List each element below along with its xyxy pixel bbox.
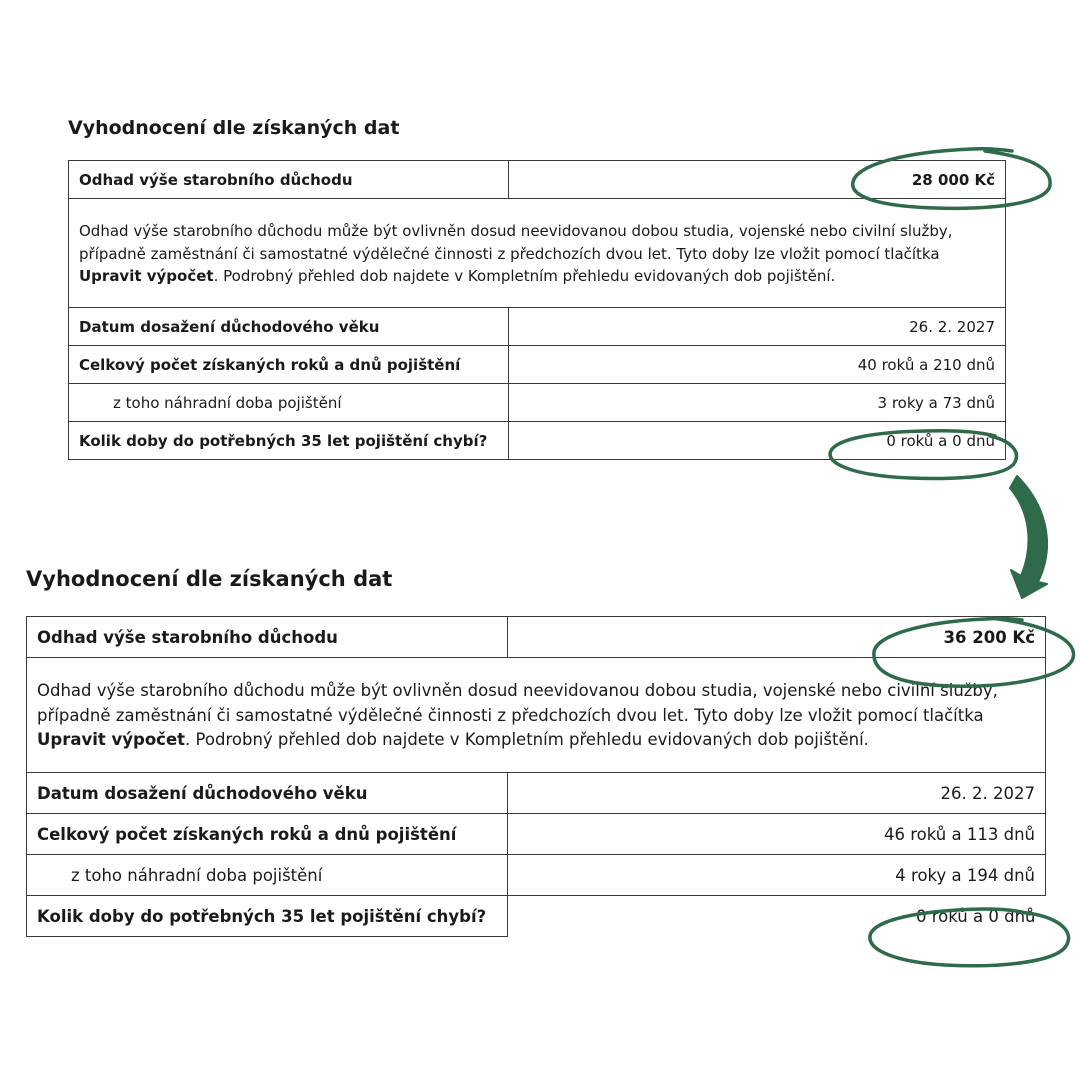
missing-period-value: 0 roků a 0 dnů — [509, 422, 1006, 460]
table-row-substitute — [27, 855, 1046, 896]
pension-label: Odhad výše starobního důchodu — [69, 161, 509, 199]
missing-period-value: 0 roků a 0 dnů — [507, 896, 1045, 937]
table-row-note — [27, 658, 1046, 773]
table-row-missing — [69, 422, 1006, 460]
substitute-period-value: 4 roky a 194 dnů — [507, 855, 1045, 896]
missing-period-label: Kolik doby do potřebných 35 let pojištění chybí? — [69, 422, 509, 460]
table-row-total — [69, 346, 1006, 384]
pension-label: Odhad výše starobního důchodu — [27, 617, 508, 658]
retirement-date-label: Datum dosažení důchodového věku — [69, 308, 509, 346]
pension-value: 36 200 Kč — [507, 617, 1045, 658]
total-insurance-value: 46 roků a 113 dnů — [507, 814, 1045, 855]
total-insurance-label: Celkový počet získaných roků a dnů pojištění — [27, 814, 508, 855]
edit-calculation-reference: Upravit výpočet — [37, 730, 186, 750]
table-row-pension — [69, 161, 1006, 199]
table-row-retirement-date — [27, 773, 1046, 814]
note-prefix: Odhad výše starobního důchodu může být ovlivněn dosud neevidovanou dobou studia, vojenské nebo civilní služby, případně zaměstnání či samostatné výdělečné činnosti z předchozích dvou let. Tyto doby lze vložit pomocí tlačítka — [79, 222, 953, 263]
table-row-note — [69, 199, 1006, 308]
evaluation-panel-before — [68, 114, 1006, 460]
missing-period-label: Kolik doby do potřebných 35 let pojištění chybí? — [27, 896, 508, 937]
substitute-period-label: z toho náhradní doba pojištění — [27, 855, 508, 896]
evaluation-table — [26, 616, 1046, 937]
pension-value: 28 000 Kč — [509, 161, 1006, 199]
note-text — [27, 658, 1046, 773]
retirement-date-label: Datum dosažení důchodového věku — [27, 773, 508, 814]
note-suffix: . Podrobný přehled dob najdete v Kompletním přehledu evidovaných dob pojištění. — [185, 730, 869, 750]
edit-calculation-reference: Upravit výpočet — [79, 267, 214, 286]
table-row-substitute — [69, 384, 1006, 422]
note-text — [69, 199, 1006, 308]
section-title: Vyhodnocení dle získaných dat — [68, 117, 400, 139]
table-row-retirement-date — [69, 308, 1006, 346]
note-prefix: Odhad výše starobního důchodu může být ovlivněn dosud neevidovanou dobou studia, vojenské nebo civilní služby, případně zaměstnání či samostatné výdělečné činnosti z předchozích dvou let. Tyto doby lze vložit pomocí tlačítka — [37, 680, 998, 725]
total-insurance-label: Celkový počet získaných roků a dnů pojištění — [69, 346, 509, 384]
evaluation-panel-after — [26, 565, 1046, 937]
retirement-date-value: 26. 2. 2027 — [507, 773, 1045, 814]
table-row-total — [27, 814, 1046, 855]
table-row-missing — [27, 896, 1046, 937]
table-row-pension — [27, 617, 1046, 658]
evaluation-table — [68, 160, 1006, 460]
total-insurance-value: 40 roků a 210 dnů — [509, 346, 1006, 384]
substitute-period-value: 3 roky a 73 dnů — [509, 384, 1006, 422]
section-title: Vyhodnocení dle získaných dat — [26, 567, 393, 591]
substitute-period-label: z toho náhradní doba pojištění — [69, 384, 509, 422]
retirement-date-value: 26. 2. 2027 — [509, 308, 1006, 346]
note-suffix: . Podrobný přehled dob najdete v Kompletním přehledu evidovaných dob pojištění. — [213, 267, 836, 286]
